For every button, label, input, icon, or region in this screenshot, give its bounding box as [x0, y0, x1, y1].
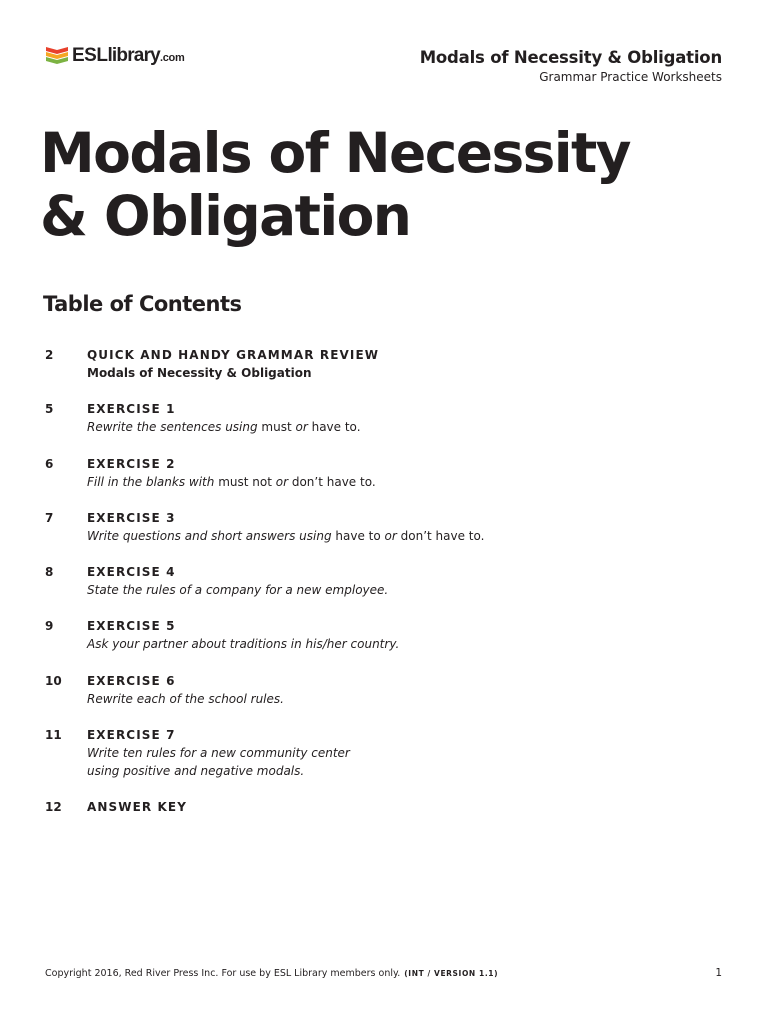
footer-copyright: [45, 967, 498, 981]
toc-page-number: 2: [45, 348, 54, 362]
toc-page-number: 6: [45, 457, 54, 471]
toc-entry-description-line-2: [87, 762, 350, 780]
description-part: must: [257, 420, 296, 434]
page-title-line-2: & Obligation: [40, 184, 411, 248]
description-part: don’t have to.: [288, 475, 376, 489]
esl-library-logo[interactable]: [45, 44, 184, 66]
description-part: Fill in the blanks with: [87, 475, 215, 489]
version-label: (INT / VERSION 1.1): [404, 969, 499, 978]
logo-wordmark: [72, 46, 184, 65]
logo-brand: ESL: [72, 44, 108, 66]
toc-entry-description: [87, 744, 350, 762]
toc-entry-label: EXERCISE 5: [87, 619, 176, 633]
toc-entry-label: EXERCISE 7: [87, 728, 176, 742]
toc-entry-description: [87, 581, 388, 599]
description-part: using positive and negative modals.: [87, 764, 305, 778]
toc-page-number: 12: [45, 800, 62, 814]
description-part: must not: [214, 475, 276, 489]
header-subtitle: Grammar Practice Worksheets: [539, 70, 722, 84]
description-part: Write questions and short answers using: [87, 529, 332, 543]
toc-entry-label: QUICK AND HANDY GRAMMAR REVIEW: [87, 348, 380, 362]
toc-entry-description: [87, 635, 399, 653]
description-part: Write ten rules for a new community center: [87, 746, 350, 760]
header-info: [420, 48, 722, 85]
description-part: Ask your partner about traditions in his/her country.: [87, 637, 400, 651]
toc-entry-label: EXERCISE 6: [87, 674, 176, 688]
toc-entry-label: EXERCISE 2: [87, 457, 176, 471]
description-part: or: [275, 475, 289, 489]
description-part: Rewrite the sentences using: [87, 420, 258, 434]
toc-entry-label: ANSWER KEY: [87, 800, 188, 814]
toc-entry-description: [87, 527, 484, 545]
books-logo-icon: [45, 44, 69, 66]
header-title: Modals of Necessity & Obligation: [419, 48, 722, 67]
toc-entry-label: EXERCISE 1: [87, 402, 176, 416]
toc-entry-label: EXERCISE 4: [87, 565, 176, 579]
toc-page-number: 9: [45, 619, 54, 633]
toc-page-number: 5: [45, 402, 54, 416]
page-number: 1: [715, 967, 722, 979]
toc-entry-description: Modals of Necessity & Obligation: [87, 366, 312, 380]
toc-page-number: 11: [45, 728, 62, 742]
toc-entry-description: [87, 473, 376, 491]
copyright-text: Copyright 2016, Red River Press Inc. For use by ESL Library members only.: [45, 968, 401, 979]
description-part: Rewrite each of the school rules.: [87, 692, 284, 706]
toc-entry-description: [87, 690, 284, 708]
logo-library: library: [107, 44, 160, 66]
description-part: have to: [331, 529, 385, 543]
page-title: [40, 122, 630, 248]
toc-page-number: 8: [45, 565, 54, 579]
toc-entry-label: EXERCISE 3: [87, 511, 176, 525]
description-part: or: [295, 420, 308, 434]
toc-page-number: 7: [45, 511, 54, 525]
toc-entry-description: [87, 418, 361, 436]
toc-page-number: 10: [45, 674, 62, 688]
description-part: or: [384, 529, 397, 543]
toc-heading: Table of Contents: [43, 292, 242, 316]
page-title-line-1: Modals of Necessity: [40, 121, 630, 185]
description-part: have to.: [307, 420, 361, 434]
description-part: State the rules of a company for a new employee.: [87, 583, 389, 597]
description-part: don’t have to.: [396, 529, 485, 543]
logo-domain: .com: [159, 51, 185, 64]
